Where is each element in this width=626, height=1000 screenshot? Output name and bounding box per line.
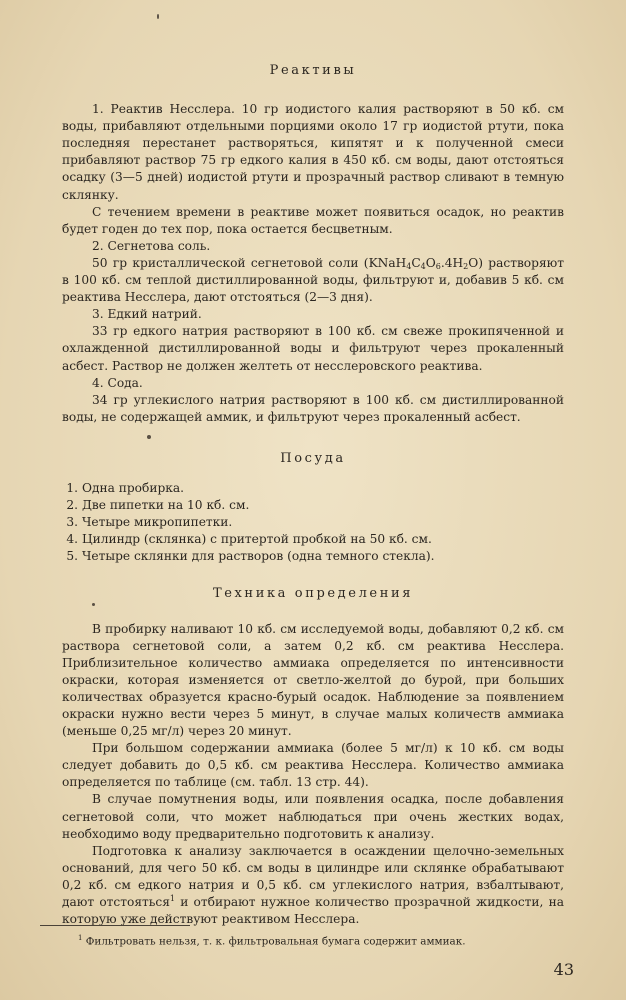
- list-item: 1. Одна пробирка.: [66, 480, 185, 495]
- technique-paragraph-4: Подготовка к анализу заключается в осаждении щелочно-земельных оснований, для чего 50 кб. см воды в цилиндре или склянке обрабатывают 0,2 кб. см едкого натрия и 0,5 кб. см углекислого натрия, взбалтывают, дают отстояться$^1$ и отбирают нужное количество прозрачной жидкости, на которую уже действуют реактивом Несслера.: [62, 843, 564, 927]
- reagent-seignette-paragraph: 50 гр кристаллической сегнетовой соли $(KNaH_4C_4O_6.4H_2O)$ растворяют в 100 кб. см теплой дистиллированной воды, фильтруют и, добавив 5 кб. см реактива Несслера, дают отстояться (2—3 дня).: [62, 255, 564, 305]
- ware-list: [62, 480, 564, 565]
- technique-heading: Техника определения: [212, 586, 414, 602]
- page-number: 43: [553, 960, 574, 979]
- list-item: 5. Четыре склянки для растворов (одна темного стекла).: [66, 549, 435, 564]
- chemical-formula: $KNaH_4C_4O_6.4H_2O$: [368, 255, 479, 271]
- reagent-stability-paragraph: С течением времени в реактиве может появиться осадок, но реактив будет годен до тех пор, пока остается бесцветным.: [62, 204, 564, 236]
- technique-paragraph-3: В случае помутнения воды, или появления осадка, после добавления сегнетовой соли, что может наблюдаться при очень жестких водах, необходимо воду предварительно подготовить к анализу.: [62, 792, 564, 841]
- reagent-soda-paragraph: 34 гр углекислого натрия растворяют в 100 кб. см дистиллированной воды, не содержащей аммик, и фильтруют через прокаленный асбест.: [62, 392, 564, 424]
- list-item: 4. Цилиндр (склянка) с притертой пробкой на 50 кб. см.: [66, 532, 432, 547]
- technique-paragraph-1: В пробирку наливают 10 кб. см исследуемой воды, добавляют 0,2 кб. см раствора сегнетовой соли, а затем 0,2 кб. см реактива Несслера. Приблизительное количество аммиака определяется по интенсивности окраски, которая изменяется от светло-желтой до бурой, при больших количествах образуется красно-бурый осадок. Наблюдение за появлением окраски нужно вести через 5 минут, в случае малых количеств аммиака (меньше 0,25 мг/л) через 20 минут.: [62, 621, 564, 739]
- technique-paragraph-2: При большом содержании аммиака (более 5 мг/л) к 10 кб. см воды следует добавить до 0,5 кб. см реактива Несслера. Количество аммиака определяется по таблице (см. табл. 13 стр. 44).: [62, 741, 564, 790]
- reagent-nessler-paragraph: 1. Реактив Несслера. 10 гр иодистого калия растворяют в 50 кб. см воды, прибавляют отдельными порциями около 17 гр иодистой ртути, пока последняя перестанет растворяться, кипятят и к полученной смеси прибавляют раствор 75 гр едкого калия в 450 кб. см воды, дают отстояться осадку (3—5 дней) иодистой ртути и прозрачный раствор сливают в темную склянку.: [62, 102, 564, 202]
- list-item: 2. Две пипетки на 10 кб. см.: [66, 498, 250, 513]
- footnote: $^1$ Фильтровать нельзя, т. к. фильтровальная бумага содержит аммиак.: [78, 934, 466, 948]
- footnote-mark: 1: [169, 893, 175, 903]
- paper-speck: [157, 14, 159, 19]
- reagent-4-title: 4. Сода.: [92, 375, 143, 390]
- reagents-heading: Реактивы: [269, 63, 357, 78]
- reagent-2-title: 2. Сегнетова соль.: [92, 238, 211, 253]
- main-text: [62, 62, 564, 928]
- reagent-naoh-paragraph: 33 гр едкого натрия растворяют в 100 кб. см свеже прокипяченной и охлажденной дистиллированной воды и фильтруют через прокаленный асбест. Раствор не должен желтеть от несслеровского реактива.: [62, 324, 564, 373]
- ware-heading: Посуда: [280, 450, 346, 466]
- reagent-3-title: 3. Едкий натрий.: [92, 307, 202, 322]
- footnote-divider: [40, 925, 190, 926]
- list-item: 3. Четыре микропипетки.: [66, 515, 233, 530]
